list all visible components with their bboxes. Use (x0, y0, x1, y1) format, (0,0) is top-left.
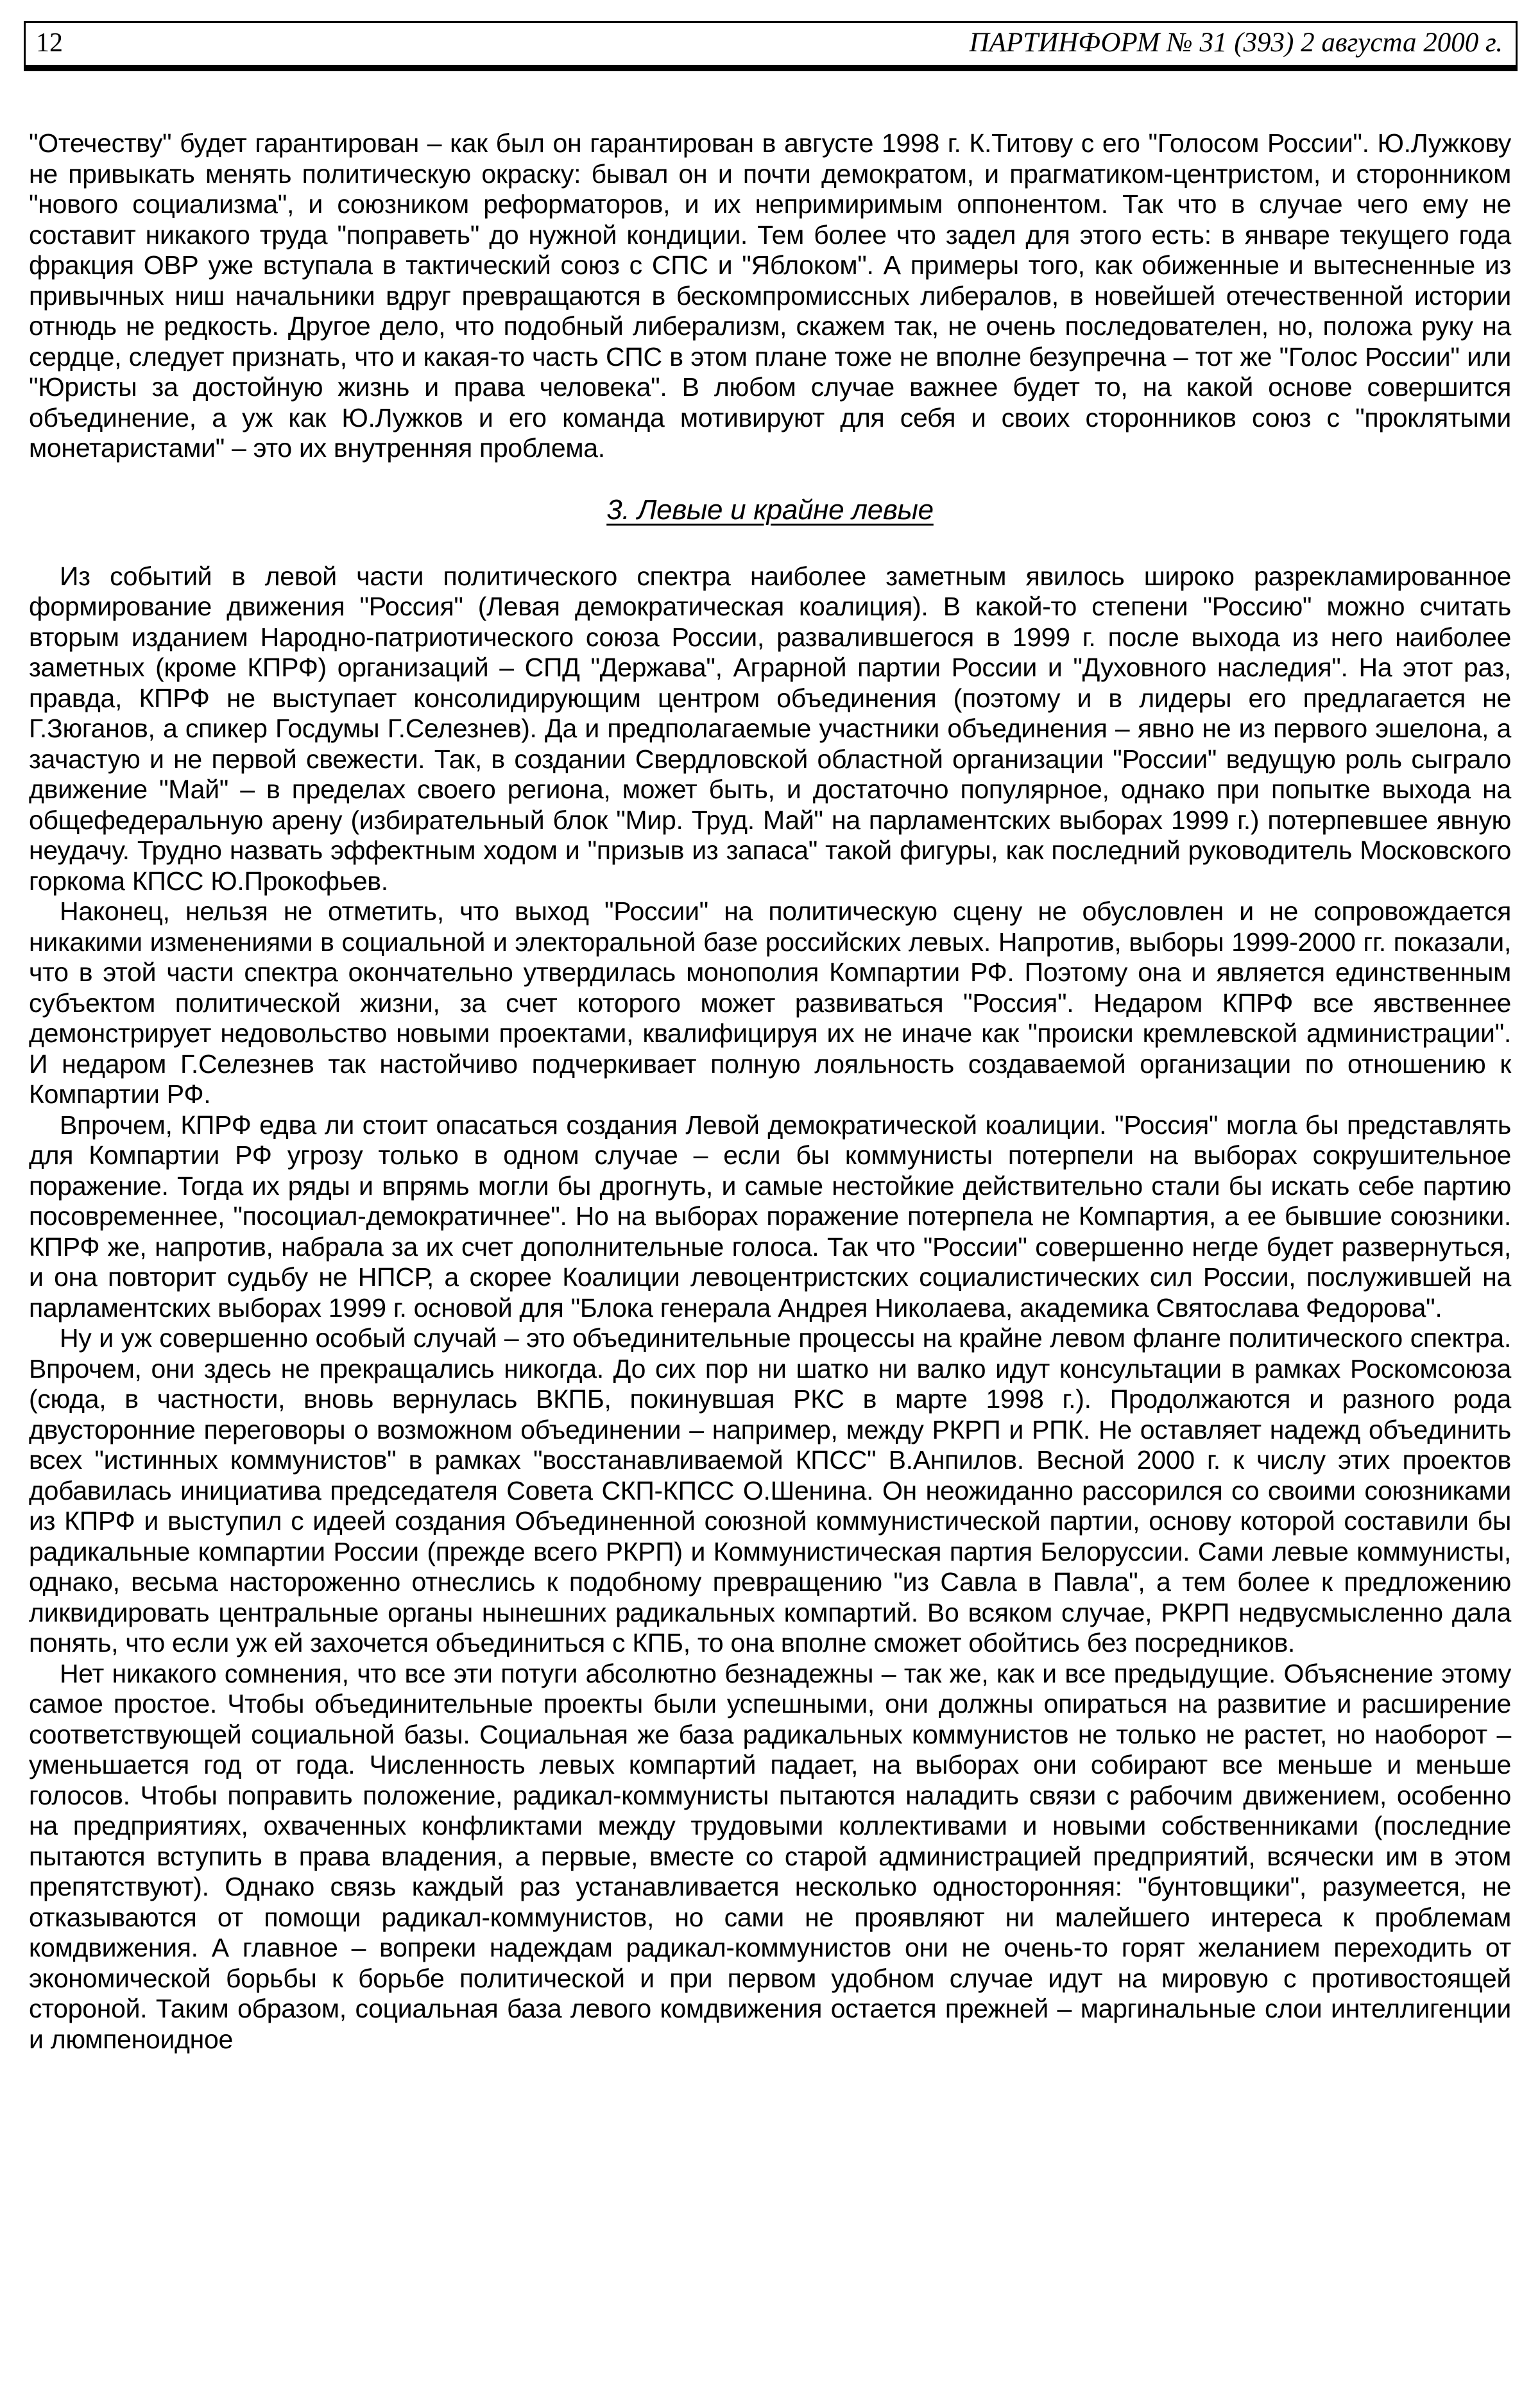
body-paragraph: Впрочем, КПРФ едва ли стоит опасаться создания Левой демократической коалиции. "Россия" могла бы представлять для Компартии РФ угрозу только в одном случае – если бы коммунисты потерпели на выборах сокрушительное поражение. Тогда их ряды и впрямь могли бы дрогнуть, и самые нестойкие действительно стали бы искать себе партию посовременнее, "посоциал-демократичнее". Но на выборах поражение потерпела не Компартия, а ее бывшие союзники. КПРФ же, напротив, набрала за их счет дополнительные голоса. Так что "России" совершенно негде будет развернуться, и она повторит судьбу не НПСР, а скорее Коалиции левоцентристских социалистических сил России, послужившей на парламентских выборах 1999 г. основой для "Блока генерала Андрея Николаева, академика Святослава Федорова". (29, 1110, 1511, 1323)
page-header (24, 21, 1518, 71)
section-heading (29, 492, 1511, 528)
body-paragraph: Наконец, нельзя не отметить, что выход "России" на политическую сцену не обусловлен и не сопровождается никакими изменениями в социальной и электоральной базе российских левых. Напротив, выборы 1999-2000 гг. показали, что в этой части спектра окончательно утвердилась монополия Компартии РФ. Поэтому она и является единственным субъектом политической жизни, за счет которого может развиваться "Россия". Недаром КПРФ все явственнее демонстрирует недовольство новыми проектами, квалифицируя их не иначе как "происки кремлевской администрации". И недаром Г.Селезнев так настойчиво подчеркивает полную лояльность создаваемой организации по отношению к Компартии РФ. (29, 896, 1511, 1109)
body-paragraph: Из событий в левой части политического спектра наиболее заметным явилось широко разрекламированное формирование движения "Россия" (Левая демократическая коалиция). В какой-то степени "Россию" можно считать вторым изданием Народно-патриотического союза России, развалившегося в 1999 г. после выхода из него наиболее заметных (кроме КПРФ) организаций – СПД "Держава", Аграрной партии России и "Духовного наследия". На этот раз, правда, КПРФ не выступает консолидирующим центром объединения (поэтому и в лидеры его предлагается не Г.Зюганов, а спикер Госдумы Г.Селезнев). Да и предполагаемые участники объединения – явно не из первого эшелона, а зачастую и не первой свежести. Так, в создании Свердловской областной организации "России" ведущую роль сыграло движение "Май" – в пределах своего региона, может быть, и достаточно популярное, однако при попытке выхода на общефедеральную арену (избирательный блок "Мир. Труд. Май" на парламентских выборах 1999 г.) потерпевшее явную неудачу. Трудно назвать эффектным ходом и "призыв из запаса" такой фигуры, как последний руководитель Московского горкома КПСС Ю.Прокофьев. (29, 561, 1511, 896)
body-paragraph: "Отечеству" будет гарантирован – как был он гарантирован в августе 1998 г. К.Титову с его "Голосом России". Ю.Лужкову не привыкать менять политическую окраску: бывал он и почти демократом, и прагматиком-центристом, и сторонником "нового социализма", и союзником реформаторов, и их непримиримым оппонентом. Так что в случае чего ему не составит никакого труда "поправеть" до нужной кондиции. Тем более что задел для этого есть: в январе текущего года фракция ОВР уже вступала в тактический союз с СПС и "Яблоком". А примеры того, как обиженные и вытесненные из привычных ниш начальники вдруг превращаются в бескомпромиссных либералов, в новейшей отечественной истории отнюдь не редкость. Другое дело, что подобный либерализм, скажем так, не очень последователен, но, положа руку на сердце, следует признать, что и какая-то часть СПС в этом плане тоже не вполне безупречна – тот же "Голос России" или "Юристы за достойную жизнь и права человека". В любом случае важнее будет то, на какой основе совершится объединение, а уж как Ю.Лужков и его команда мотивируют для себя и своих сторонников союз с "проклятыми монетаристами" – это их внутренняя проблема. (29, 128, 1511, 463)
body-paragraph: Ну и уж совершенно особый случай – это объединительные процессы на крайне левом фланге политического спектра. Впрочем, они здесь не прекращались никогда. До сих пор ни шатко ни валко идут консультации в рамках Роскомсоюза (сюда, в частности, вновь вернулась ВКПБ, покинувшая РКС в марте 1998 г.). Продолжаются и разного рода двусторонние переговоры о возможном объединении – например, между РКРП и РПК. Не оставляет надежд объединить всех "истинных коммунистов" в рамках "восстанавливаемой КПСС" В.Анпилов. Весной 2000 г. к числу этих проектов добавилась инициатива председателя Совета СКП-КПСС О.Шенина. Он неожиданно рассорился со своими союзниками из КПРФ и выступил с идеей создания Объединенной союзной коммунистической партии, основу которой составили бы радикальные компартии России (прежде всего РКРП) и Коммунистическая партия Белоруссии. Сами левые коммунисты, однако, весьма настороженно отнеслись к подобному превращению "из Савла в Павла", а тем более к предложению ликвидировать центральные органы нынешних радикальных компартий. Во всяком случае, РКРП недвусмысленно дала понять, что если уж ей захочется объединиться с КПБ, то она вполне сможет обойтись без посредников. (29, 1323, 1511, 1658)
section-heading-text: 3. Левые и крайне левые (606, 493, 934, 526)
document-body (29, 128, 1511, 2055)
body-paragraph: Нет никакого сомнения, что все эти потуги абсолютно безнадежны – так же, как и все предыдущие. Объяснение этому самое простое. Чтобы объединительные проекты были успешными, они должны опираться на развитие и расширение соответствующей социальной базы. Социальная же база радикальных коммунистов не только не растет, но наоборот – уменьшается год от года. Численность левых компартий падает, на выборах они собирают все меньше и меньше голосов. Чтобы поправить положение, радикал-коммунисты пытаются наладить связи с рабочим движением, особенно на предприятиях, охваченных конфликтами между трудовыми коллективами и новыми собственниками (последние пытаются вступить в права владения, а первые, вместе со старой администрацией предприятий, всячески им в этом препятствуют). Однако связь каждый раз устанавливается несколько односторонняя: "бунтовщики", разумеется, не отказываются от помощи радикал-коммунистов, но сами не проявляют ни малейшего интереса к проблемам комдвижения. А главное – вопреки надеждам радикал-коммунистов они не очень-то горят желанием переходить от экономической борьбы к борьбе политической и при первом удобном случае идут на мировую с противостоящей стороной. Таким образом, социальная база левого комдвижения остается прежней – маргинальные слои интеллигенции и люмпеноидное (29, 1658, 1511, 2054)
masthead-title: ПАРТИНФОРМ № 31 (393) 2 августа 2000 г. (969, 28, 1503, 58)
page-number: 12 (36, 28, 63, 58)
